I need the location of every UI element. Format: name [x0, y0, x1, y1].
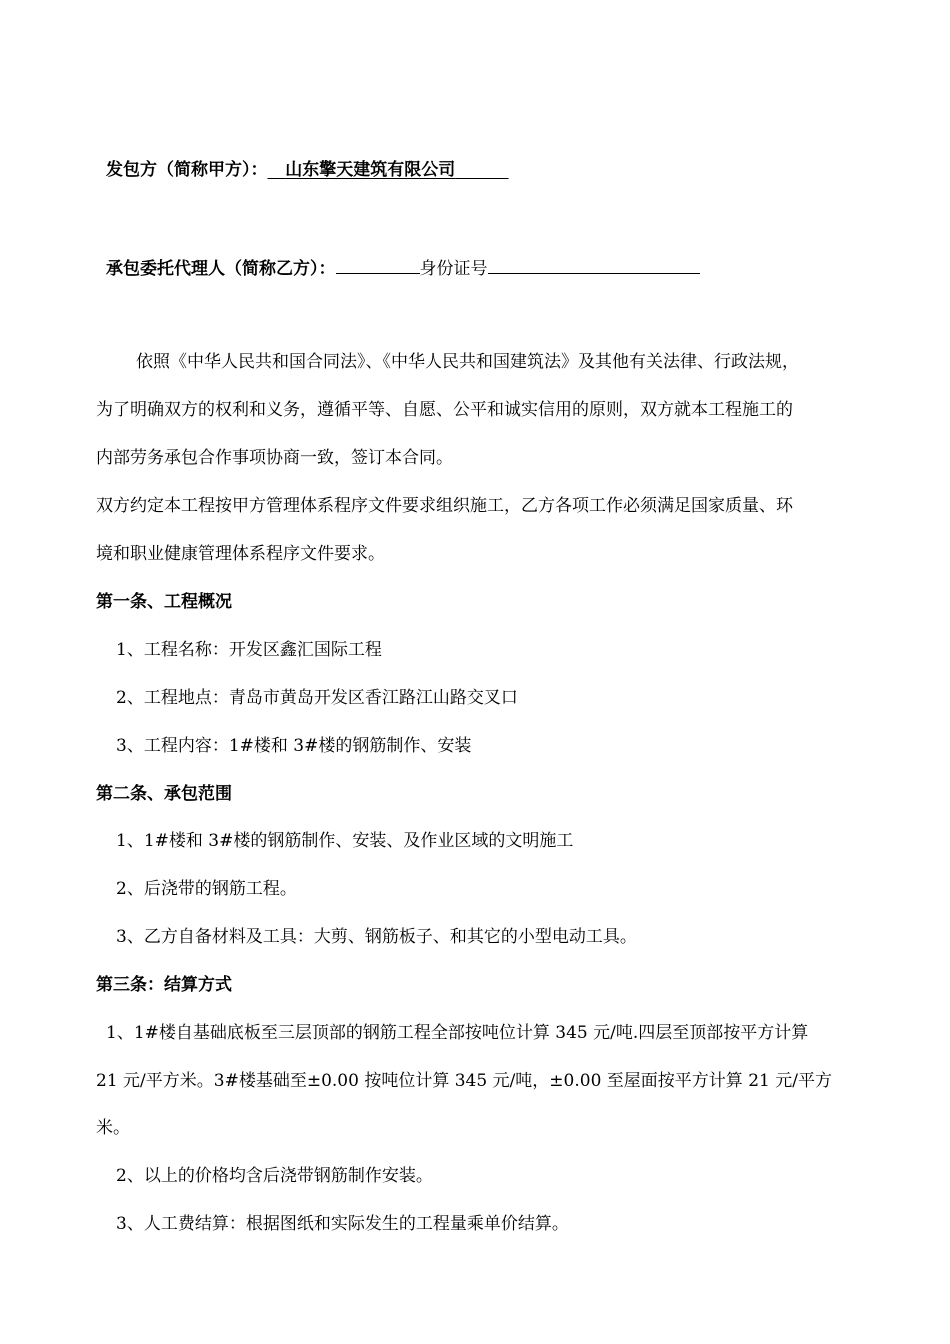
party-b-label: 承包委托代理人（简称乙方）：: [106, 259, 336, 279]
intro-line: 境和职业健康管理体系程序文件要求。: [96, 544, 385, 564]
party-a-label: 发包方（简称甲方）：: [106, 160, 268, 180]
article-2-item: 2、后浇带的钢筋工程。: [116, 879, 297, 899]
article-2-title: 第二条、承包范围: [96, 784, 232, 804]
article-3-item: 2、以上的价格均含后浇带钢筋制作安装。: [116, 1166, 433, 1186]
intro-line: 依照《中华人民共和国合同法》、《中华人民共和国建筑法》及其他有关法律、行政法规，: [136, 352, 799, 372]
intro-line: 内部劳务承包合作事项协商一致，签订本合同。: [96, 448, 453, 468]
article-1-item: 3、工程内容：1#楼和 3#楼的钢筋制作、安装: [116, 736, 472, 756]
id-number-blank: [488, 257, 700, 274]
article-2-item: 3、乙方自备材料及工具：大剪、钢筋板子、和其它的小型电动工具。: [116, 927, 637, 947]
article-3-item: 3、人工费结算：根据图纸和实际发生的工程量乘单价结算。: [116, 1214, 569, 1234]
party-b-name-blank: [336, 257, 420, 274]
article-1-title: 第一条、工程概况: [96, 592, 232, 612]
id-number-label: 身份证号: [419, 259, 488, 279]
article-3-item1-line: 1、1#楼自基础底板至三层顶部的钢筋工程全部按吨位计算 345 元/吨.四层至顶部按平方计算: [106, 1023, 809, 1043]
article-3-title: 第三条：结算方式: [96, 975, 232, 995]
party-b-row: [106, 257, 700, 279]
article-2-item: 1、1#楼和 3#楼的钢筋制作、安装、及作业区域的文明施工: [116, 831, 574, 851]
article-1-item: 1、工程名称：开发区鑫汇国际工程: [116, 640, 382, 660]
intro-line: 双方约定本工程按甲方管理体系程序文件要求组织施工，乙方各项工作必须满足国家质量、环: [96, 496, 793, 516]
party-a-value: 山东擎天建筑有限公司: [285, 160, 456, 180]
article-3-item1-line: 21 元/平方米。3#楼基础至±0.00 按吨位计算 345 元/吨，±0.00 至屋面按平方计算 21 元/平方: [96, 1071, 832, 1091]
article-3-item1-line: 米。: [96, 1118, 130, 1138]
intro-line: 为了明确双方的权利和义务，遵循平等、自愿、公平和诚实信用的原则，双方就本工程施工的: [96, 400, 793, 420]
article-1-item: 2、工程地点：青岛市黄岛开发区香江路江山路交叉口: [116, 688, 518, 708]
party-a-row: [106, 160, 509, 180]
